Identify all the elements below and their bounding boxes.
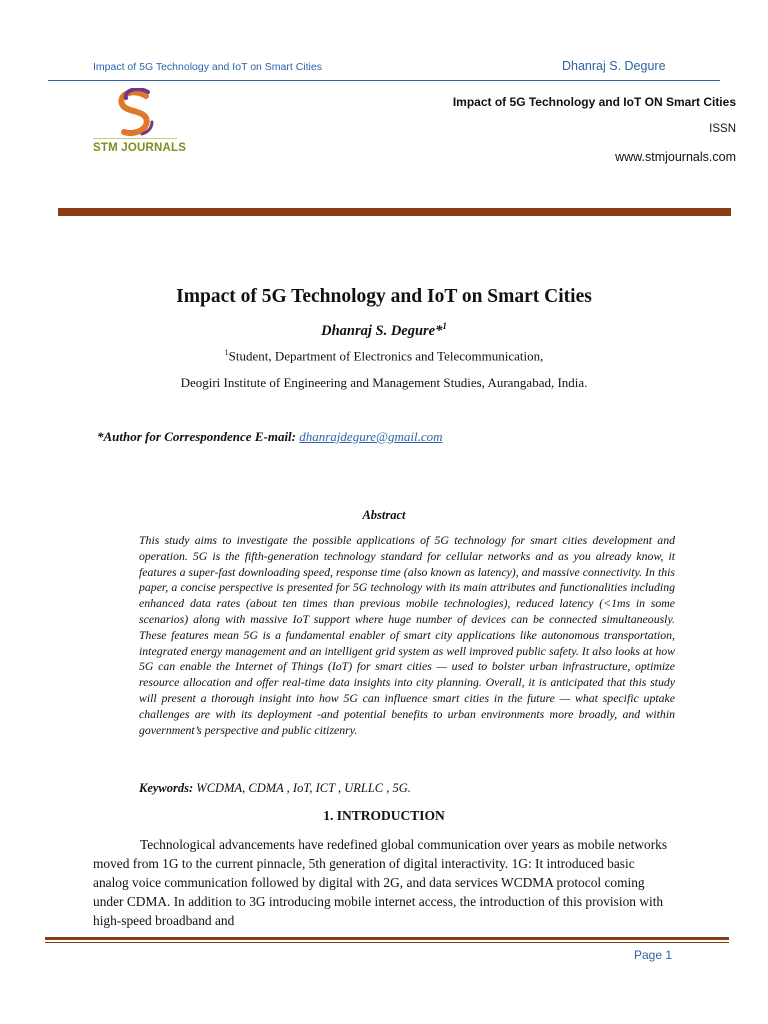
footer-rule (45, 942, 729, 943)
author-line (0, 321, 768, 340)
running-header-title: Impact of 5G Technology and IoT on Smart Cities (93, 61, 322, 73)
author-superscript: 1 (442, 321, 447, 331)
correspondence-label: *Author for Correspondence E-mail: (97, 429, 300, 444)
introduction-body (93, 835, 673, 930)
abstract-body: This study aims to investigate the possible applications of 5G technology for smart cities development and operation. 5G is the fifth-generation technology standard for cellular networks and as you already know, it features a super-fast downloading speed, response time (also known as latency), and massive connectivity. In this paper, a concise perspective is presented for 5G technology with its main attributes and functionalities including enhanced data rates (about ten times than previous mobile technologies), reduced latency (<1ms in some scenarios) along with massive IoT support where huge number of devices can be connected simultaneously. These features mean 5G is a fundamental enabler of smart city applications like autonomous transportation, integrated energy management and an intelligent grid system as well improved public safety. It also looks at how 5G can enable the Internet of Things (IoT) for smart cities — used to bolster urban infrastructure, optimize resource allocation and offer real-time data insights into city planning. Overall, it is anticipated that this study will present a thorough insight into how 5G can influence smart cities in the future — what specific uptake challenges are with its deployment -and potential benefits to urban environments more broadly, and within government’s perspective and public citizenry. (139, 533, 675, 737)
keywords-label: Keywords: (139, 781, 194, 795)
introduction-text: Technological advancements have redefined global communication over years as mobile networks moved from 1G to the current pinnacle, 5th generation of digital interactivity. 1G: It introduced basic analog voice communication followed by digital with 2G, and data services WCDMA protocol coming under CDMA. In addition to 3G introducing mobile internet access, the introduction of this provision with high-speed broadband and (93, 837, 668, 929)
keywords-line (139, 781, 411, 796)
journal-title: Impact of 5G Technology and IoT ON Smart Cities (452, 95, 736, 109)
journal-website: www.stmjournals.com (615, 150, 736, 164)
correspondence-line (97, 429, 443, 445)
header-band (58, 208, 731, 216)
affiliation-text-1: Student, Department of Electronics and Telecommunication, (228, 348, 544, 364)
correspondence-email-link[interactable]: dhanrajdegure@gmail.com (299, 429, 443, 444)
logo-underline (93, 138, 177, 139)
header-divider (48, 80, 720, 81)
footer-band (45, 937, 729, 940)
abstract-heading: Abstract (362, 508, 406, 522)
journal-issn: ISSN (709, 123, 736, 135)
affiliation-line-1 (0, 348, 768, 364)
logo-text: STM JOURNALS (93, 142, 187, 154)
keywords-list: WCDMA, CDMA , IoT, ICT , URLLC , 5G. (193, 781, 411, 795)
running-header-author: Dhanraj S. Degure (562, 59, 666, 73)
affiliation-line-2: Deogiri Institute of Engineering and Management Studies, Aurangabad, India. (180, 375, 588, 390)
introduction-heading: 1. INTRODUCTION (323, 808, 445, 823)
stm-journals-logo-icon (112, 88, 160, 140)
page-number: Page 1 (634, 948, 673, 962)
paper-title: Impact of 5G Technology and IoT on Smart Cities (176, 286, 592, 307)
affiliation-superscript: 1 (224, 348, 229, 357)
author-name: Dhanraj S. Degure* (321, 322, 443, 339)
